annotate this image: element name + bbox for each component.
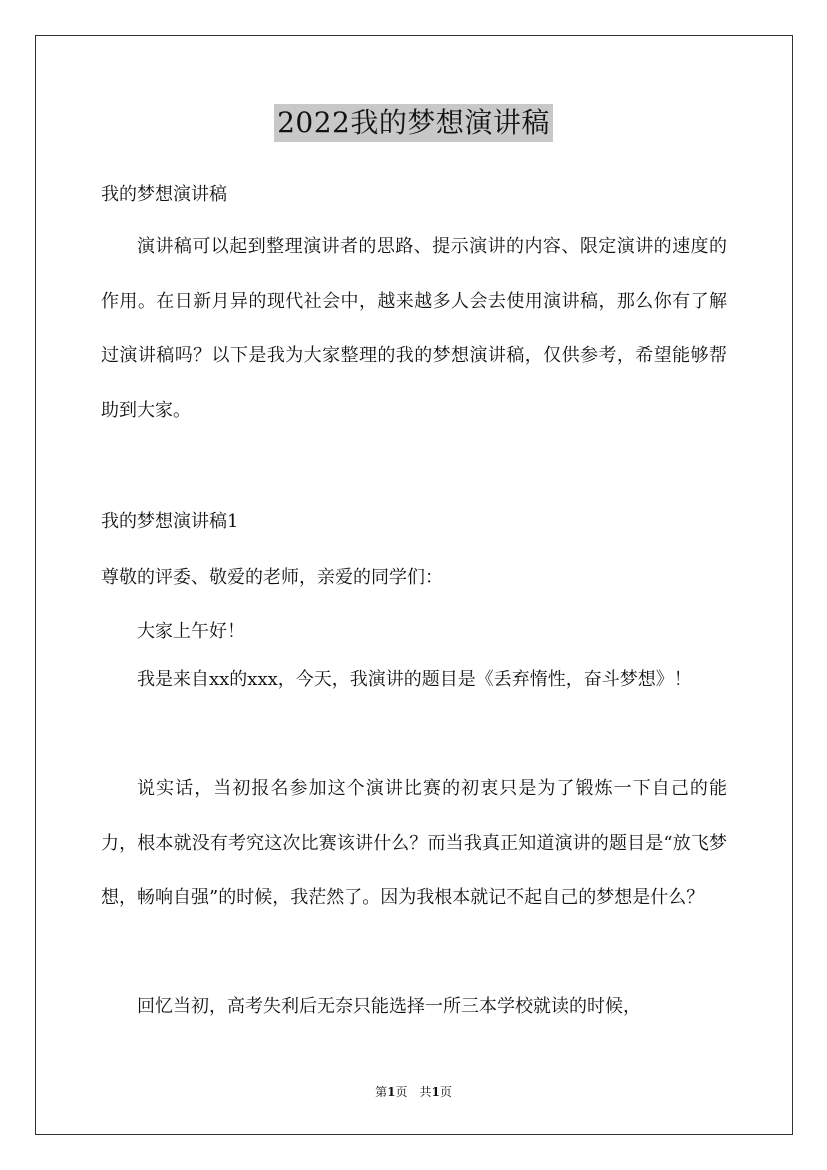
document-heading: 我的梦想演讲稿 (101, 184, 227, 205)
title-container (0, 104, 827, 142)
body-paragraph-1: 我是来自xx的xxx，今天，我演讲的题目是《丢弃惰性，奋斗梦想》！ (137, 669, 692, 690)
footer-prefix: 第 (375, 1085, 388, 1099)
footer-middle: 页 共 (395, 1085, 432, 1099)
footer-suffix: 页 (439, 1085, 452, 1099)
salutation: 尊敬的评委、敬爱的老师，亲爱的同学们： (101, 567, 443, 588)
footer-total-pages: 1 (431, 1085, 440, 1099)
page-footer (0, 1083, 827, 1100)
footer-page-number: 1 (387, 1085, 396, 1099)
greeting: 大家上午好！ (137, 621, 245, 642)
section-heading: 我的梦想演讲稿1 (101, 511, 239, 532)
intro-paragraph: 演讲稿可以起到整理演讲者的思路、提示演讲的内容、限定演讲的速度的作用。在日新月异的现代社会中，越来越多人会去使用演讲稿，那么你有了解过演讲稿吗？以下是我为大家整理的我的梦想演讲稿，仅供参考，希望能够帮助到大家。 (101, 236, 727, 421)
body-paragraph-2: 说实话，当初报名参加这个演讲比赛的初衷只是为了锻炼一下自己的能力，根本就没有考究这次比赛该讲什么？而当我真正知道演讲的题目是“放飞梦想，畅响自强”的时候，我茫然了。因为我根本就记不起自己的梦想是什么？ (101, 778, 727, 908)
document-title: 2022我的梦想演讲稿 (274, 104, 553, 142)
body-paragraph-3: 回忆当初，高考失利后无奈只能选择一所三本学校就读的时候， (137, 996, 641, 1017)
